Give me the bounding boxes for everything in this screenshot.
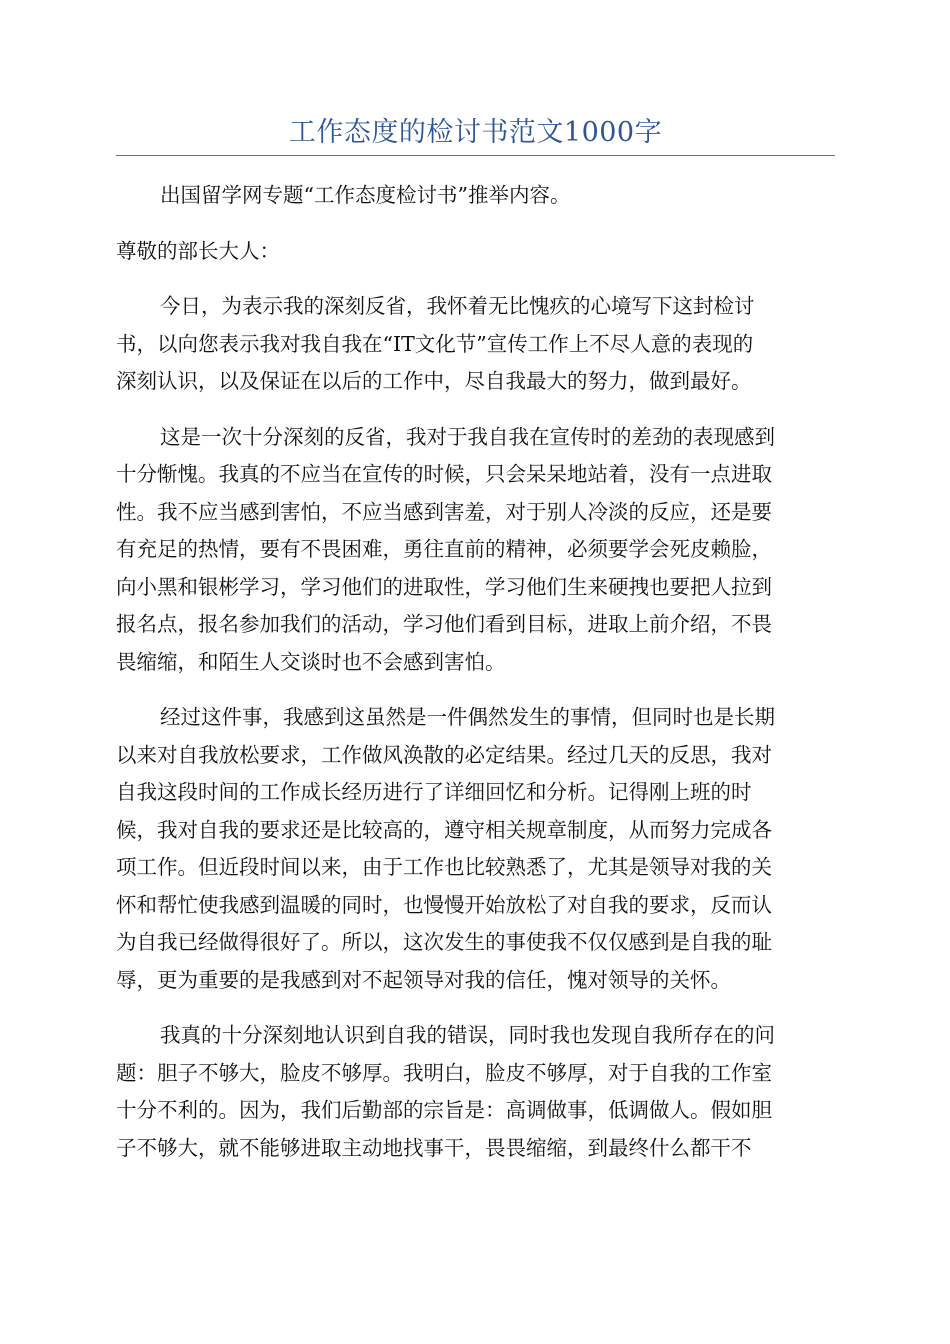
paragraph-line: 畏缩缩，和陌生人交谈时也不会感到害怕。 [116, 649, 506, 674]
paragraph-line: 项工作。但近段时间以来，由于工作也比较熟悉了，尤其是领导对我的关 [116, 855, 772, 879]
paragraph-line: 性。我不应当感到害怕，不应当感到害羞，对于别人冷淡的反应，还是要 [116, 499, 772, 524]
paragraph-line: 经过这件事，我感到这虽然是一件偶然发生的事情，但同时也是长期 [160, 705, 775, 729]
paragraph-line: 十分惭愧。我真的不应当在宣传的时候，只会呆呆地站着，没有一点进取 [116, 462, 772, 486]
paragraph-line: 题：胆子不够大，脸皮不够厚。我明白，脸皮不够厚，对于自我的工作室 [116, 1060, 772, 1085]
paragraph-intro [116, 177, 835, 215]
paragraph-line: 深刻认识，以及保证在以后的工作中，尽自我最大的努力，做到最好。 [116, 369, 752, 393]
paragraph [116, 1017, 835, 1167]
paragraph-line: 尊敬的部长大人： [116, 238, 280, 263]
paragraph [116, 699, 835, 999]
paragraph [116, 288, 835, 401]
paragraph-line: 子不够大，就不能够进取主动地找事干，畏畏缩缩，到最终什么都干不 [116, 1135, 752, 1160]
paragraph-line: 这是一次十分深刻的反省，我对于我自我在宣传时的差劲的表现感到 [160, 424, 775, 449]
paragraph-line: 以来对自我放松要求，工作做风涣散的必定结果。经过几天的反思，我对 [116, 742, 772, 767]
paragraph-line: 候，我对自我的要求还是比较高的，遵守相关规章制度，从而努力完成各 [116, 817, 772, 842]
document-body [116, 177, 835, 1185]
paragraph-line: 向小黑和银彬学习，学习他们的进取性，学习他们生来硬拽也要把人拉到 [116, 574, 772, 599]
paragraph-line: 报名点，报名参加我们的活动，学习他们看到目标，进取上前介绍，不畏 [116, 612, 772, 636]
document-title: 工作态度的检讨书范文1000字 [288, 117, 663, 148]
title-underline [116, 155, 835, 156]
paragraph-line: 有充足的热情，要有不畏困难，勇往直前的精神，必须要学会死皮赖脸， [116, 537, 772, 561]
paragraph-line: 十分不利的。因为，我们后勤部的宗旨是：高调做事，低调做人。假如胆 [116, 1098, 772, 1122]
paragraph-line: 书，以向您表示我对我自我在“IT文化节”宣传工作上不尽人意的表现的 [116, 331, 754, 356]
paragraph-salutation [116, 233, 835, 271]
paragraph-line: 辱，更为重要的是我感到对不起领导对我的信任，愧对领导的关怀。 [116, 967, 731, 992]
paragraph-line: 今日，为表示我的深刻反省，我怀着无比愧疚的心境写下这封检讨 [160, 294, 755, 318]
paragraph-line: 我真的十分深刻地认识到自我的错误，同时我也发现自我所存在的问 [160, 1023, 775, 1047]
paragraph-line: 怀和帮忙使我感到温暖的同时，也慢慢开始放松了对自我的要求，反而认 [116, 892, 772, 917]
paragraph [116, 419, 835, 682]
paragraph-line: 为自我已经做得很好了。所以，这次发生的事使我不仅仅感到是自我的耻 [116, 930, 772, 954]
paragraph-line: 出国留学网专题“工作态度检讨书”推举内容。 [160, 183, 571, 207]
paragraph-line: 自我这段时间的工作成长经历进行了详细回忆和分析。记得刚上班的时 [116, 780, 752, 804]
